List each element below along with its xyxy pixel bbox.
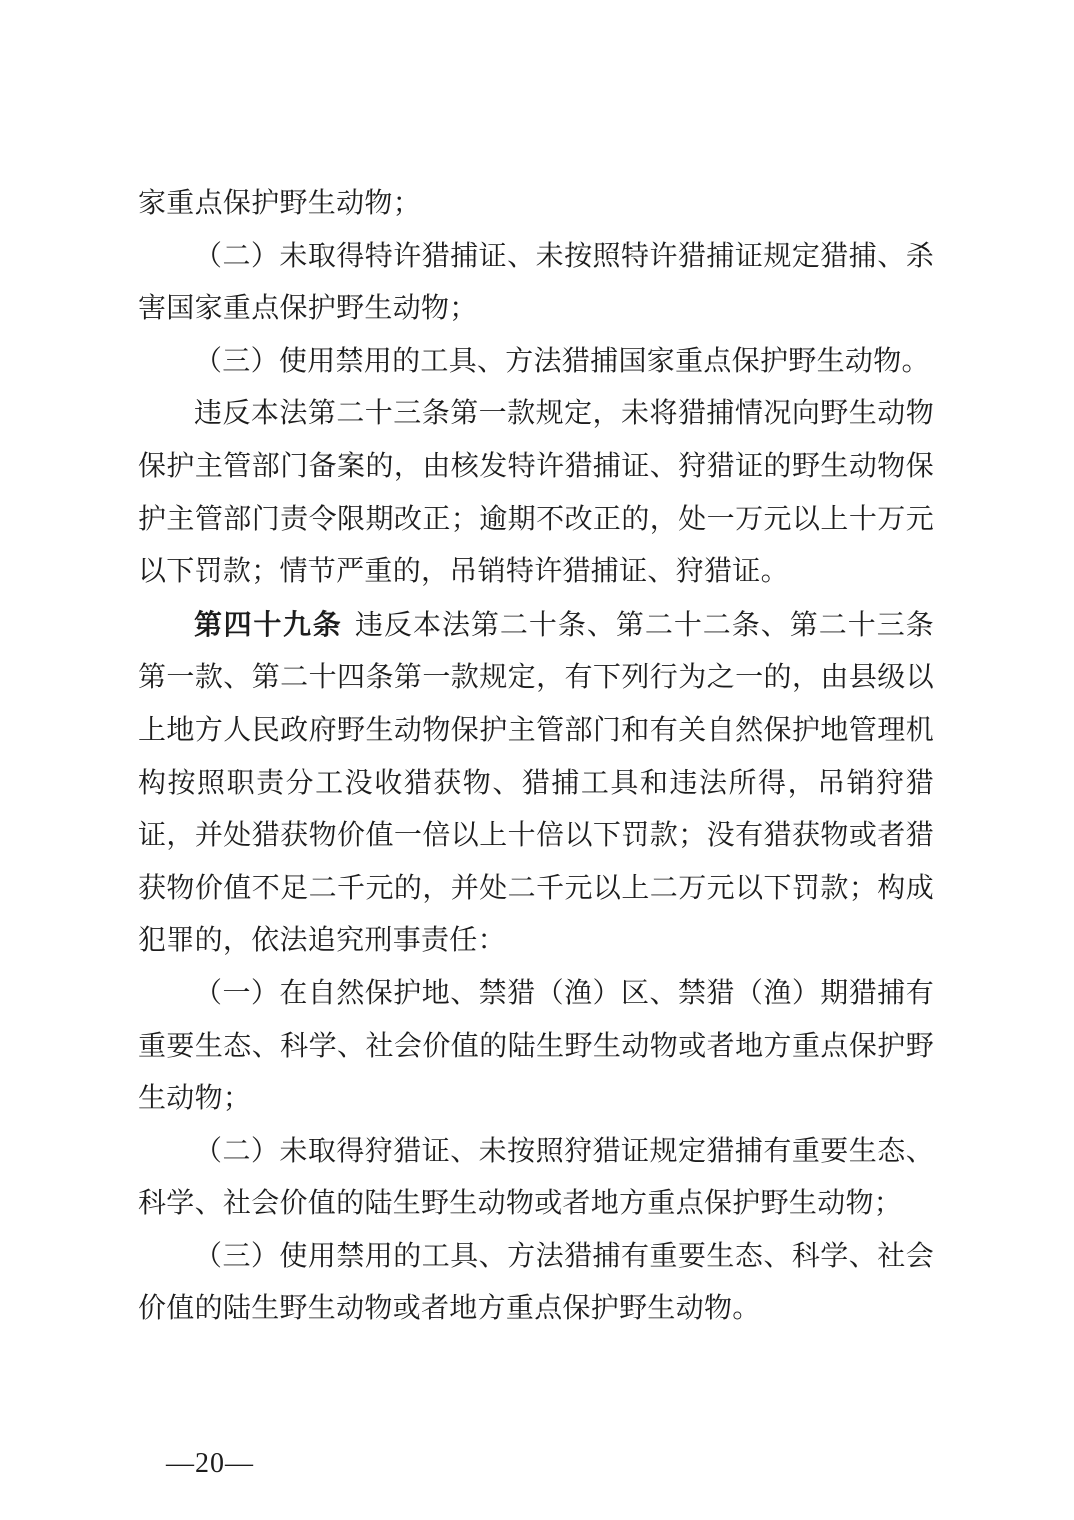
paragraph-item-2-of-49: （二）未取得狩猎证、未按照狩猎证规定猎捕有重要生态、科学、社会价值的陆生野生动物或者地方重点保护野生动物； <box>138 1135 934 1220</box>
paragraph-article-48-clause: 违反本法第二十三条第一款规定，未将猎捕情况向野生动物保护主管部门备案的，由核发特许猎捕证、狩猎证的野生动物保护主管部门责令限期改正；逾期不改正的，处一万元以上十万元以下罚款；情节严重的，吊销特许猎捕证、狩猎证。 <box>138 398 934 588</box>
paragraph-continuation: 家重点保护野生动物； <box>138 188 422 219</box>
paragraph-article-49 <box>138 599 934 968</box>
paragraph-item-3: （三）使用禁用的工具、方法猎捕国家重点保护野生动物。 <box>194 345 930 377</box>
page-number: —20— <box>166 1448 254 1479</box>
paragraph-item-3-of-49: （三）使用禁用的工具、方法猎捕有重要生态、科学、社会价值的陆生野生动物或者地方重点保护野生动物。 <box>138 1240 934 1325</box>
paragraph-item-2: （二）未取得特许猎捕证、未按照特许猎捕证规定猎捕、杀害国家重点保护野生动物； <box>138 240 934 325</box>
article-body-text: 违反本法第二十条、第二十二条、第二十三条第一款、第二十四条第一款规定，有下列行为之一的，由县级以上地方人民政府野生动物保护主管部门和有关自然保护地管理机构按照职责分工没收猎获物、猎捕工具和违法所得，吊销狩猎证，并处猎获物价值一倍以上十倍以下罚款；没有猎获物或者猎获物价值不足二千元的，并处二千元以上二万元以下罚款；构成犯罪的，依法追究刑事责任： <box>138 609 934 957</box>
paragraph-item-1-of-49: （一）在自然保护地、禁猎（渔）区、禁猎（渔）期猎捕有重要生态、科学、社会价值的陆生野生动物或者地方重点保护野生动物； <box>138 977 934 1115</box>
body-text-block <box>138 178 934 1336</box>
article-number-heading: 第四十九条 <box>194 608 343 640</box>
